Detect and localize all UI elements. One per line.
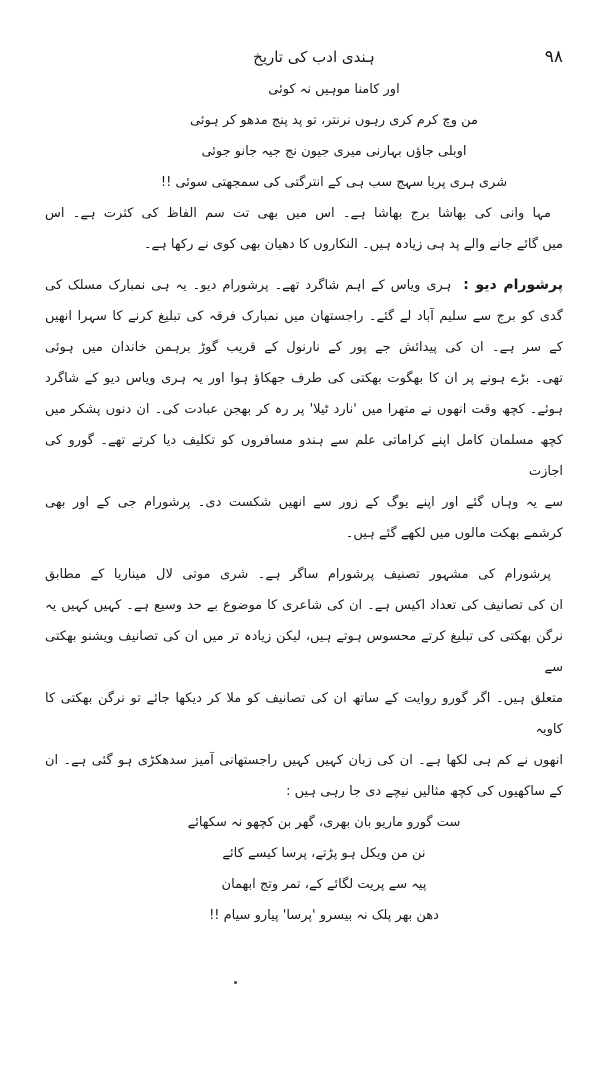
text-line: ہوئے۔ کچھ وقت انھوں نے متھرا میں 'نارد ٹیلا' پر رہ کر بھجن عبادت کی۔ ان دنوں پشکر میں <box>45 402 563 417</box>
paragraph-3 <box>45 559 563 807</box>
text-line: ان کی تصانیف کی تعداد اکیس ہے۔ ان کی شاعری کا موضوع بے حد وسیع ہے۔ کہیں کہیں یہ <box>45 598 563 613</box>
text-line: میں گائے جانے والے پد ہی زیادہ ہیں۔ النکاروں کا دھیان بھی کوی نے رکھا ہے۔ <box>143 237 563 252</box>
text-line: کے سر ہے۔ ان کی پیدائش جے پور کے نارنول کے قریب گوڑ برہمن خاندان میں ہوئی <box>45 340 563 355</box>
paragraph-2 <box>45 270 563 549</box>
text-line: کچھ مسلمان کامل اپنے کراماتی علم سے ہندو مسافروں کو تکلیف دیا کرتے تھے۔ گورو کی اجازت <box>45 433 563 479</box>
verse-line: اور کامنا موہیں نہ کوئی <box>268 82 400 97</box>
text-line: کرشمے بھکت مالوں میں لکھے گئے ہیں۔ <box>345 526 563 541</box>
running-header <box>45 40 563 74</box>
verse-block-1 <box>45 74 563 198</box>
section-heading: پرشورام دیو : <box>463 277 563 293</box>
text-line: متعلق ہیں۔ اگر گورو روایت کے ساتھ ان کی تصانیف کو ملا کر دیکھا جائے تو نرگن بھکتی کا کاویہ <box>45 691 563 737</box>
text-line: پرشورام کی مشہور تصنیف پرشورام ساگر ہے۔ شری موتی لال میناریا کے مطابق <box>45 567 551 582</box>
verse-line: نن من ویکل ہو پڑتے، پرسا کیسے کائے <box>222 846 426 861</box>
page-number: ۹۸ <box>544 47 563 67</box>
verse-line: اوبلی جاؤں بہارنی میری جیون نج جیہ جانو جوئی <box>201 144 467 159</box>
text-line: انھوں نے کم ہی لکھا ہے۔ ان کی زبان کہیں کہیں راجستھانی آمیز سدھکڑی ہو گئی ہے۔ ان <box>45 753 563 768</box>
text-line: کے ساکھیوں کی کچھ مثالیں نیچے دی جا رہی ہیں : <box>286 784 563 799</box>
text-span: ہری ویاس کے اہم شاگرد تھے۔ پرشورام دیو۔ یہ ہی نمبارک مسلک کی <box>45 278 452 293</box>
scan-speck <box>234 981 237 984</box>
text-line <box>45 270 563 301</box>
verse-line: ست گورو ماریو بان بھری، گھر بن کچھو نہ سکھائے <box>187 815 461 830</box>
text-line: سے یہ وہاں گئے اور اپنے یوگ کے زور سے انھیں شکست دی۔ پرشورام جی کے اور بھی <box>45 495 563 510</box>
paragraph-1 <box>45 198 563 260</box>
page-footer-space <box>45 931 563 991</box>
text-line: مہا وانی کی بھاشا برج بھاشا ہے۔ اس میں بھی تت سم الفاظ کی کثرت ہے۔ اس <box>45 206 551 221</box>
book-title: ہندی ادب کی تاریخ <box>253 48 375 66</box>
verse-line: دھن بھر پلک نہ بیسرو 'پرسا' پیارو سیام !! <box>209 908 439 923</box>
verse-line: پیہ سے پریت لگائے کے، تمر وتج ابھمان <box>221 877 427 892</box>
text-line: گدی کو برج سے سلیم آباد لے گئے۔ راجستھان میں نمبارک فرقہ کی تبلیغ کرنے کا سہرا انھیں <box>45 309 563 324</box>
verse-block-2 <box>45 807 563 931</box>
text-line: نرگن بھکتی کی تبلیغ کرتے محسوس ہوتے ہیں، لیکن زیادہ تر میں ان کی تصانیف ویشنو بھکتی سے <box>45 629 563 675</box>
text-line: تھی۔ بڑے ہونے پر ان کا بھگوت بھکتی کی طرف جھکاؤ ہوا اور یہ ہری ویاس دیو کے شاگرد <box>45 371 563 386</box>
verse-line: من وچ کرم کری رہوں نرنتر، تو پد پنج مدھو کر ہوئی <box>189 113 478 128</box>
verse-line: شری ہری پریا سہج سب ہی کے انترگتی کی سمجھتی سوئی !! <box>160 175 508 190</box>
